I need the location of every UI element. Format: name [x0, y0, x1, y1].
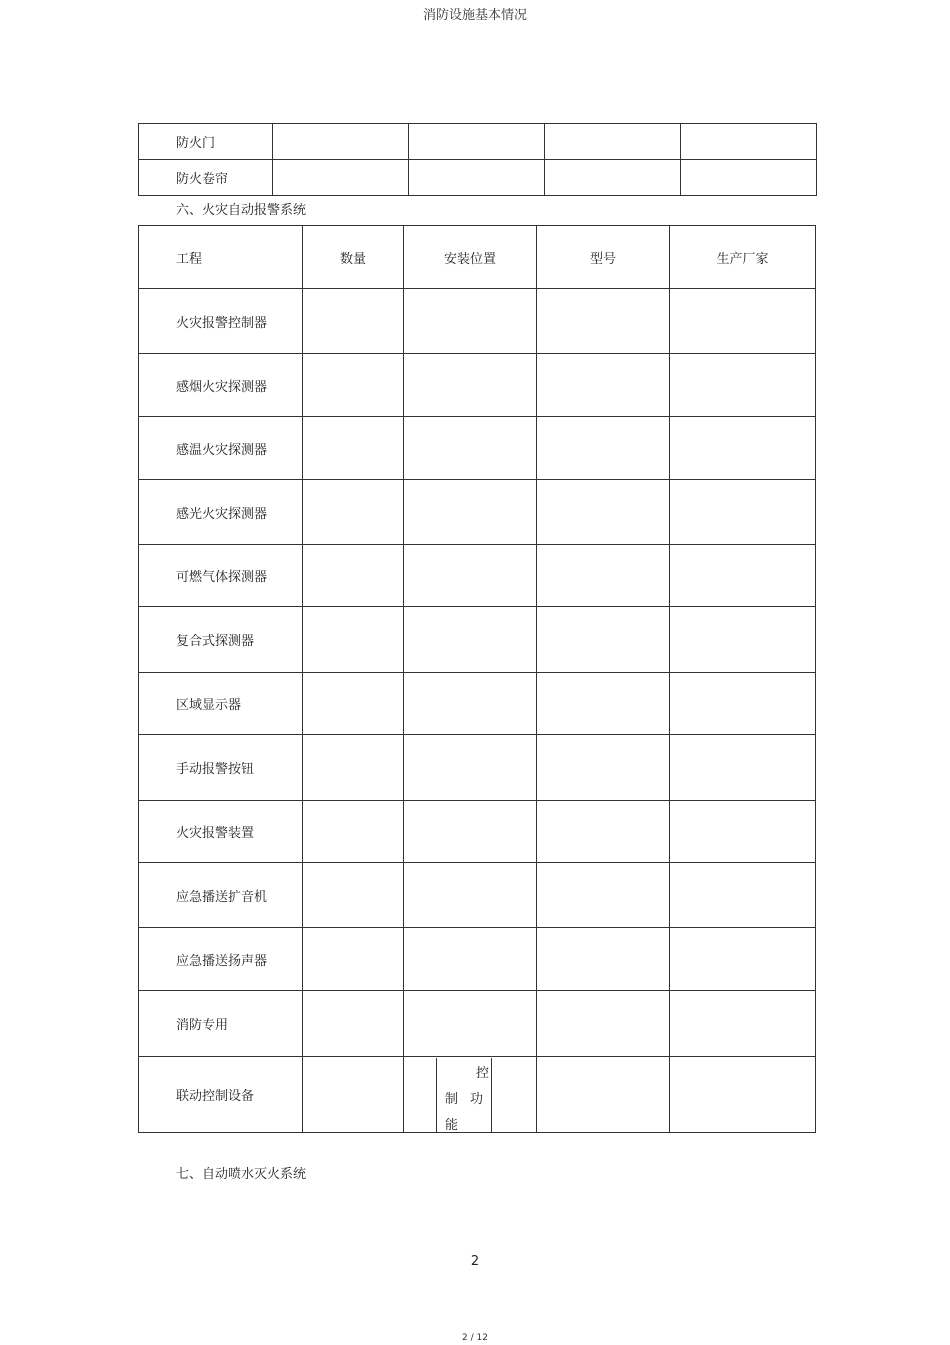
- table-row: [139, 735, 816, 801]
- page-number: 2: [470, 1254, 480, 1269]
- fire-door-table: [138, 123, 817, 196]
- table-cell: [670, 354, 816, 417]
- table-cell: [404, 480, 537, 545]
- table-cell: [537, 673, 670, 735]
- table-cell: [303, 417, 404, 480]
- table-cell: [670, 545, 816, 607]
- table-cell: [670, 991, 816, 1057]
- column-header: 安装位置: [404, 226, 537, 289]
- table-row: [139, 863, 816, 928]
- table-cell: [681, 160, 817, 196]
- row-label: 感温火灾探测器: [139, 417, 303, 480]
- table-cell: [409, 160, 545, 196]
- table-cell: [303, 991, 404, 1057]
- page-indicator: 2 / 12: [462, 1333, 488, 1343]
- table-row: [139, 801, 816, 863]
- row-label: 防火卷帘: [139, 160, 273, 196]
- table-cell: [537, 928, 670, 991]
- column-header: 生产厂家: [670, 226, 816, 289]
- row-label: 感烟火灾探测器: [139, 354, 303, 417]
- table-cell: [537, 354, 670, 417]
- table-cell: [404, 607, 537, 673]
- table-cell: [273, 160, 409, 196]
- row-label: 联动控制设备: [139, 1057, 303, 1133]
- table-cell: [670, 928, 816, 991]
- control-function-box: [436, 1058, 496, 1133]
- table-cell: [537, 801, 670, 863]
- table-row: [139, 928, 816, 991]
- table-cell: [303, 673, 404, 735]
- table-cell: [404, 673, 537, 735]
- table-cell: [303, 801, 404, 863]
- table-cell-control-function: [404, 1057, 537, 1133]
- inner-text: 制功: [445, 1091, 496, 1107]
- table-cell: [404, 801, 537, 863]
- table-cell: [404, 354, 537, 417]
- row-label: 感光火灾探测器: [139, 480, 303, 545]
- table-cell: [303, 289, 404, 354]
- table-cell: [545, 160, 681, 196]
- table-cell: [537, 735, 670, 801]
- column-header: 数量: [303, 226, 404, 289]
- table-row: [139, 545, 816, 607]
- row-label: 火灾报警装置: [139, 801, 303, 863]
- table-cell: [670, 673, 816, 735]
- row-label: 火灾报警控制器: [139, 289, 303, 354]
- table-cell: [670, 417, 816, 480]
- table-cell: [670, 480, 816, 545]
- table-row: [139, 160, 817, 196]
- table-cell: [404, 289, 537, 354]
- table-cell: [404, 545, 537, 607]
- table-cell: [670, 801, 816, 863]
- table-cell: [303, 928, 404, 991]
- table-row: [139, 124, 817, 160]
- table-row-linkage: [139, 1057, 816, 1133]
- table-cell: [404, 928, 537, 991]
- table-cell: [670, 863, 816, 928]
- table-cell: [670, 607, 816, 673]
- table-row: [139, 289, 816, 354]
- table-cell: [303, 735, 404, 801]
- row-label: 应急播送扬声器: [139, 928, 303, 991]
- table-cell: [670, 735, 816, 801]
- table-cell: [545, 124, 681, 160]
- table-header-row: [139, 226, 816, 289]
- table-cell: [670, 1057, 816, 1133]
- column-header: 工程: [139, 226, 303, 289]
- inner-text: 能: [445, 1117, 459, 1133]
- column-header: 型号: [537, 226, 670, 289]
- section-title-sprinkler: 七、自动喷水灭火系统: [176, 1167, 307, 1182]
- table-cell: [303, 1057, 404, 1133]
- table-row: [139, 354, 816, 417]
- fire-alarm-table: [138, 225, 816, 1133]
- table-cell: [537, 417, 670, 480]
- table-row: [139, 991, 816, 1057]
- table-cell: [537, 480, 670, 545]
- row-label: 可燃气体探测器: [139, 545, 303, 607]
- page-header-title: 消防设施基本情况: [422, 8, 527, 23]
- row-label: 复合式探测器: [139, 607, 303, 673]
- table-cell: [537, 1057, 670, 1133]
- row-label: 防火门: [139, 124, 273, 160]
- table-row: [139, 480, 816, 545]
- table-cell: [670, 289, 816, 354]
- table-cell: [303, 607, 404, 673]
- table-cell: [303, 545, 404, 607]
- inner-text: 控: [475, 1065, 489, 1081]
- row-label: 消防专用: [139, 991, 303, 1057]
- table-row: [139, 417, 816, 480]
- table-cell: [537, 607, 670, 673]
- row-label: 应急播送扩音机: [139, 863, 303, 928]
- row-label: 手动报警按钮: [139, 735, 303, 801]
- table-cell: [537, 991, 670, 1057]
- table-cell: [303, 863, 404, 928]
- table-cell: [537, 863, 670, 928]
- table-cell: [404, 417, 537, 480]
- row-label: 区域显示器: [139, 673, 303, 735]
- table-cell: [537, 545, 670, 607]
- table-cell: [303, 480, 404, 545]
- table-row: [139, 673, 816, 735]
- table-cell: [404, 735, 537, 801]
- table-cell: [409, 124, 545, 160]
- section-title-fire-alarm: 六、火灾自动报警系统: [176, 203, 307, 218]
- table-cell: [537, 289, 670, 354]
- table-row: [139, 607, 816, 673]
- table-cell: [404, 863, 537, 928]
- table-cell: [404, 991, 537, 1057]
- table-cell: [681, 124, 817, 160]
- table-cell: [273, 124, 409, 160]
- table-cell: [303, 354, 404, 417]
